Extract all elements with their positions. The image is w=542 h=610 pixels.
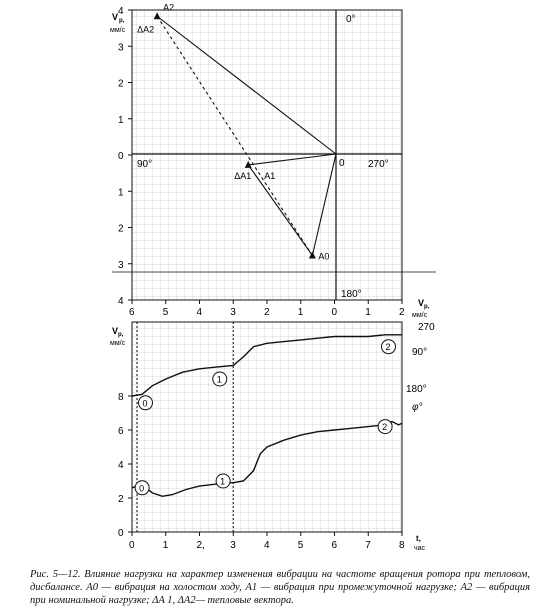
time-y-tick-label: 6 — [118, 426, 124, 437]
vector-label-a0: A0 — [318, 251, 330, 262]
polar-y-unit-line1: V — [112, 12, 119, 22]
polar-x-tick-label: 6 — [129, 307, 135, 318]
polar-y-unit-line2: мм/с — [110, 27, 126, 34]
time-x-unit-line1: t, — [416, 534, 421, 543]
time-y-unit-line1: $V_{p,}$ — [112, 326, 124, 338]
time-x-tick-label: 3 — [230, 540, 236, 551]
vector-label-da1: ΔA1 — [234, 170, 252, 181]
time-y-ticks — [118, 392, 132, 539]
polar-x-unit-line2: мм/с — [412, 312, 428, 319]
vector-label-a1: A1 — [264, 170, 276, 181]
polar-chart — [110, 2, 436, 319]
time-y-unit-line2: мм/с — [110, 340, 126, 347]
time-marker-label: 2 — [385, 342, 391, 353]
time-marker-label: 2 — [382, 422, 388, 433]
time-y-tick-label: 4 — [118, 460, 124, 471]
time-marker-label: 0 — [139, 483, 145, 494]
polar-x-tick-label: 0 — [331, 307, 338, 318]
time-x-tick-label: 4 — [264, 540, 270, 551]
time-x-ticks — [129, 532, 405, 551]
polar-y-ticks — [118, 6, 132, 307]
time-x-tick-label: 6 — [331, 540, 338, 551]
polar-y-tick-label: 3 — [118, 259, 124, 271]
polar-y-tick-label: 2 — [118, 78, 124, 90]
polar-x-unit-line1: $V_{p,}$ — [418, 298, 430, 310]
time-x-tick-label: 5 — [297, 540, 304, 551]
polar-y-tick-label: 1 — [118, 114, 124, 126]
time-right-label-180: 180° — [406, 384, 427, 395]
time-y-tick-label: 2 — [118, 494, 124, 505]
polar-y-tick-label: 3 — [118, 42, 124, 54]
polar-x-ticks — [129, 300, 405, 318]
time-x-tick-label: 1 — [162, 540, 169, 551]
time-chart — [110, 322, 435, 552]
polar-x-tick-label: 1 — [365, 307, 371, 318]
polar-x-tick-label: 2 — [264, 307, 270, 318]
time-marker-label: 1 — [216, 374, 222, 385]
polar-y-tick-label: 0 — [118, 151, 124, 162]
time-x-tick-label: 7 — [365, 540, 371, 551]
polar-x-tick-label: 2 — [399, 307, 405, 318]
time-right-phi-label: φ° — [412, 402, 423, 413]
polar-x-tick-label: 4 — [196, 307, 203, 318]
time-x-tick-label: 2, — [196, 540, 205, 551]
origin-label: 0 — [339, 158, 345, 169]
time-y-tick-label: 8 — [118, 392, 124, 403]
polar-plot-area — [132, 10, 402, 300]
direction-label-left: 90° — [137, 159, 153, 170]
figure-caption: Рис. 5—12. Влияние нагрузки на характер изменения вибрации на частоте вращения ротора при тепловом, дисбалансе. A0 — вибрация на холостом ходу, A1 — вибрация при промежуточной нагрузке; A2 — вибрация при номинальной нагрузке; ΔA 1, ΔA2— тепловые вектора. — [30, 569, 530, 606]
time-marker-label: 0 — [142, 398, 148, 409]
polar-x-tick-label: 5 — [162, 307, 169, 318]
polar-y-tick-label: 4 — [118, 6, 124, 17]
vector-label-da2: ΔA2 — [137, 24, 155, 35]
direction-label-top: 0° — [346, 14, 356, 25]
polar-x-tick-label: 1 — [297, 307, 304, 318]
time-y-tick-label: 0 — [118, 528, 124, 539]
polar-x-tick-label: 3 — [230, 307, 236, 318]
time-x-tick-label: 8 — [399, 540, 405, 551]
direction-label-right: 270° — [368, 159, 389, 170]
polar-y-tick-label: 2 — [118, 223, 124, 235]
time-x-unit-line2: час — [414, 545, 426, 552]
polar-y-tick-label: 1 — [118, 187, 124, 199]
polar-y-unit-sub: p, — [119, 18, 125, 24]
time-marker-label: 1 — [220, 476, 226, 487]
vector-label-a2: A2 — [163, 2, 175, 13]
polar-y-tick-label: 4 — [118, 296, 124, 307]
direction-label-bottom: 180° — [341, 289, 362, 300]
time-x-tick-label: 0 — [129, 540, 135, 551]
time-right-label-90: 90° — [412, 347, 428, 358]
time-right-label-270: 270 — [418, 322, 435, 333]
